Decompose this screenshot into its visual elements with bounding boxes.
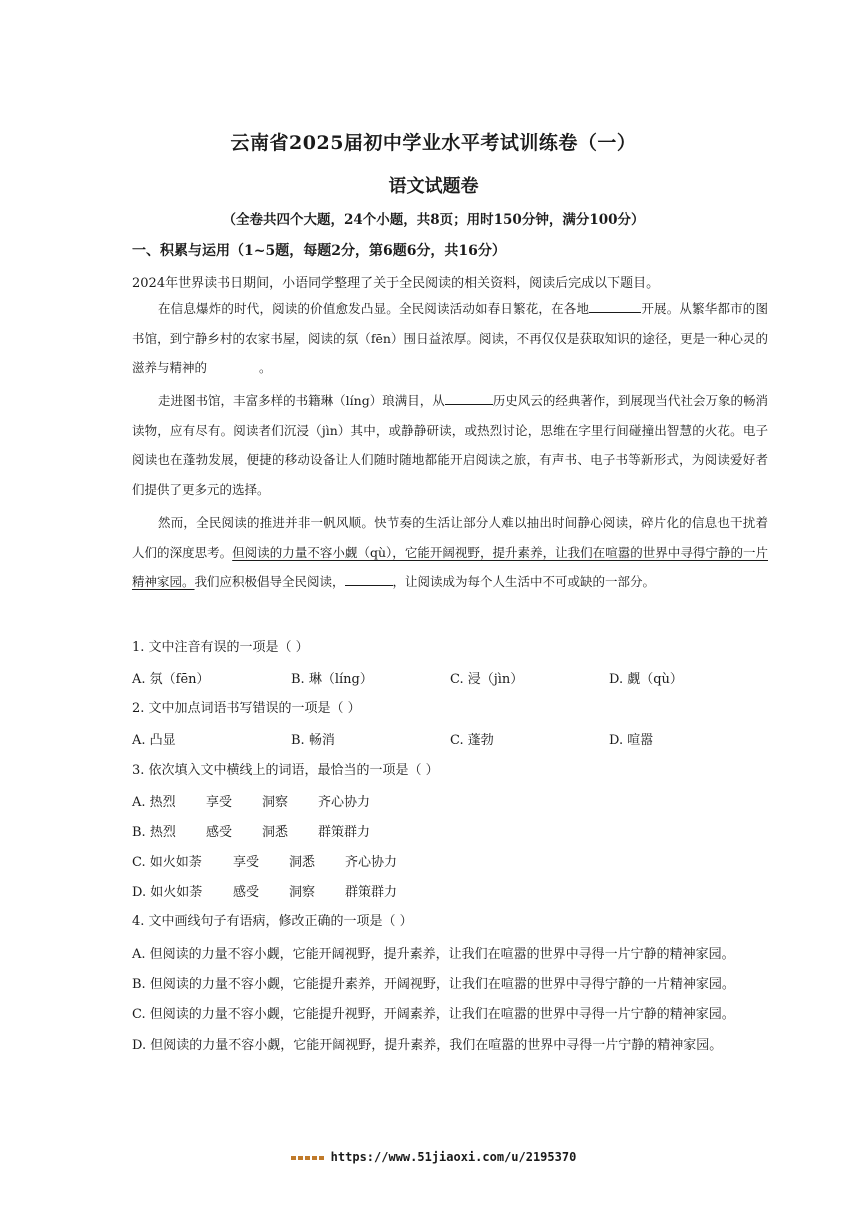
passage-text: 走进图书馆，丰富多样的书籍琳（líng）琅满目，从 bbox=[158, 393, 445, 408]
option-word: 洞悉 bbox=[289, 855, 316, 870]
passage-paragraph-1 bbox=[132, 294, 768, 383]
section-heading: 一、积累与运用（1~5题，每题2分，第6题6分，共16分） bbox=[132, 243, 506, 259]
option-word: 群策群力 bbox=[345, 885, 398, 900]
watermark-logo-icon bbox=[291, 1156, 325, 1160]
q2-option-a[interactable]: A. 凸显 bbox=[132, 733, 176, 748]
option-word: 感受 bbox=[233, 885, 260, 900]
q1-option-a[interactable]: A. 氛（fēn） bbox=[132, 672, 210, 687]
option-word: 齐心协力 bbox=[318, 795, 371, 810]
q4-option-b[interactable]: B. 但阅读的力量不容小觑，它能提升素养，开阔视野，让我们在喧嚣的世界中寻得宁静的一片精神家园。 bbox=[132, 977, 735, 992]
option-word: 齐心协力 bbox=[345, 855, 398, 870]
footer-watermark bbox=[0, 1150, 867, 1164]
q1-option-b[interactable]: B. 琳（líng） bbox=[291, 672, 373, 687]
option-word: B. 热烈 bbox=[132, 825, 176, 840]
exam-note: （全卷共四个大题，24个小题，共8页；用时150分钟，满分100分） bbox=[222, 212, 645, 228]
q3-option-c[interactable] bbox=[132, 851, 397, 870]
fill-blank bbox=[345, 573, 393, 586]
question-4-stem: 4. 文中画线句子有语病，修改正确的一项是（ ） bbox=[132, 914, 413, 929]
option-word: C. 如火如荼 bbox=[132, 855, 202, 870]
passage-text: 我们应积极倡导全民阅读， bbox=[194, 574, 345, 589]
passage-text: ，让阅读成为每个人生活中不可或缺的一部分。 bbox=[392, 574, 656, 589]
passage-text: 然而，全民阅读的推进并非一帆风顺。快节奏的生活让部分人难以抽出时间静心阅读，碎片化的信息也干扰着人们的深度思考。 bbox=[132, 515, 768, 560]
option-word: 享受 bbox=[233, 855, 260, 870]
fill-blank bbox=[589, 300, 641, 313]
q3-option-a[interactable] bbox=[132, 791, 370, 810]
q4-option-c[interactable]: C. 但阅读的力量不容小觑，它能提升视野，开阔素养，让我们在喧嚣的世界中寻得一片宁静的精神家园。 bbox=[132, 1007, 735, 1022]
option-word: 群策群力 bbox=[318, 825, 371, 840]
option-word: 洞察 bbox=[262, 795, 289, 810]
option-word: 洞悉 bbox=[262, 825, 289, 840]
q4-option-d[interactable]: D. 但阅读的力量不容小觑，它能开阔视野，提升素养，我们在喧嚣的世界中寻得一片宁静的精神家园。 bbox=[132, 1038, 723, 1053]
footer-url[interactable]: https://www.51jiaoxi.com/u/2195370 bbox=[330, 1150, 577, 1164]
q1-option-c[interactable]: C. 浸（jìn） bbox=[450, 672, 524, 687]
question-1-stem: 1. 文中注音有误的一项是（ ） bbox=[132, 640, 309, 655]
exam-subtitle: 语文试题卷 bbox=[388, 176, 479, 197]
section-intro: 2024年世界读书日期间，小语同学整理了关于全民阅读的相关资料，阅读后完成以下题目。 bbox=[132, 276, 660, 291]
q1-option-d[interactable]: D. 觑（qù） bbox=[609, 672, 683, 687]
q2-option-d[interactable]: D. 喧嚣 bbox=[609, 733, 654, 748]
option-word: 感受 bbox=[206, 825, 233, 840]
q2-option-c[interactable]: C. 蓬勃 bbox=[450, 733, 494, 748]
exam-title: 云南省2025届初中学业水平考试训练卷（一） bbox=[230, 132, 637, 154]
option-word: D. 如火如荼 bbox=[132, 885, 203, 900]
q3-option-d[interactable] bbox=[132, 881, 397, 900]
option-word: A. 热烈 bbox=[132, 795, 176, 810]
question-2-stem: 2. 文中加点词语书写错误的一项是（ ） bbox=[132, 701, 361, 716]
q2-option-b[interactable]: B. 畅消 bbox=[291, 733, 335, 748]
passage-text: 。 bbox=[259, 360, 272, 375]
passage-paragraph-3 bbox=[132, 508, 768, 597]
option-word: 享受 bbox=[206, 795, 233, 810]
question-3-stem: 3. 依次填入文中横线上的词语，最恰当的一项是（ ） bbox=[132, 763, 439, 778]
q3-option-b[interactable] bbox=[132, 821, 370, 840]
passage-text: 历史风云的经典著作，到展现当代社会万象的畅消读物，应有尽有。阅读者们沉浸（jìn）其中，或静静研读，或热烈讨论，思维在字里行间碰撞出智慧的火花。电子阅读也在蓬勃发展，便捷的移动设备让人们随时随地都能开启阅读之旅，有声书、电子书等新形式，为阅读爱好者们提供了更多元的选择。 bbox=[132, 393, 768, 497]
passage-text: 在信息爆炸的时代，阅读的价值愈发凸显。全民阅读活动如春日繁花，在各地 bbox=[158, 301, 590, 316]
option-word: 洞察 bbox=[289, 885, 316, 900]
q4-option-a[interactable]: A. 但阅读的力量不容小觑，它能开阔视野，提升素养，让我们在喧嚣的世界中寻得一片宁静的精神家园。 bbox=[132, 947, 735, 962]
passage-paragraph-2 bbox=[132, 386, 768, 504]
passage-text: 开展。从繁华都市的图书馆，到宁静乡村的农家书屋，阅读的氛（fēn）围日益浓厚。阅读，不再仅仅是获取知识的途径，更是一种心灵的滋养与精神的 bbox=[132, 301, 768, 375]
fill-blank bbox=[445, 392, 493, 405]
underlined-sentence: 但阅读的力量不容小觑（qù），它能开阔视野，提升素养，让我们在喧嚣的世界中寻得宁静的一片精神家园。 bbox=[132, 544, 768, 589]
